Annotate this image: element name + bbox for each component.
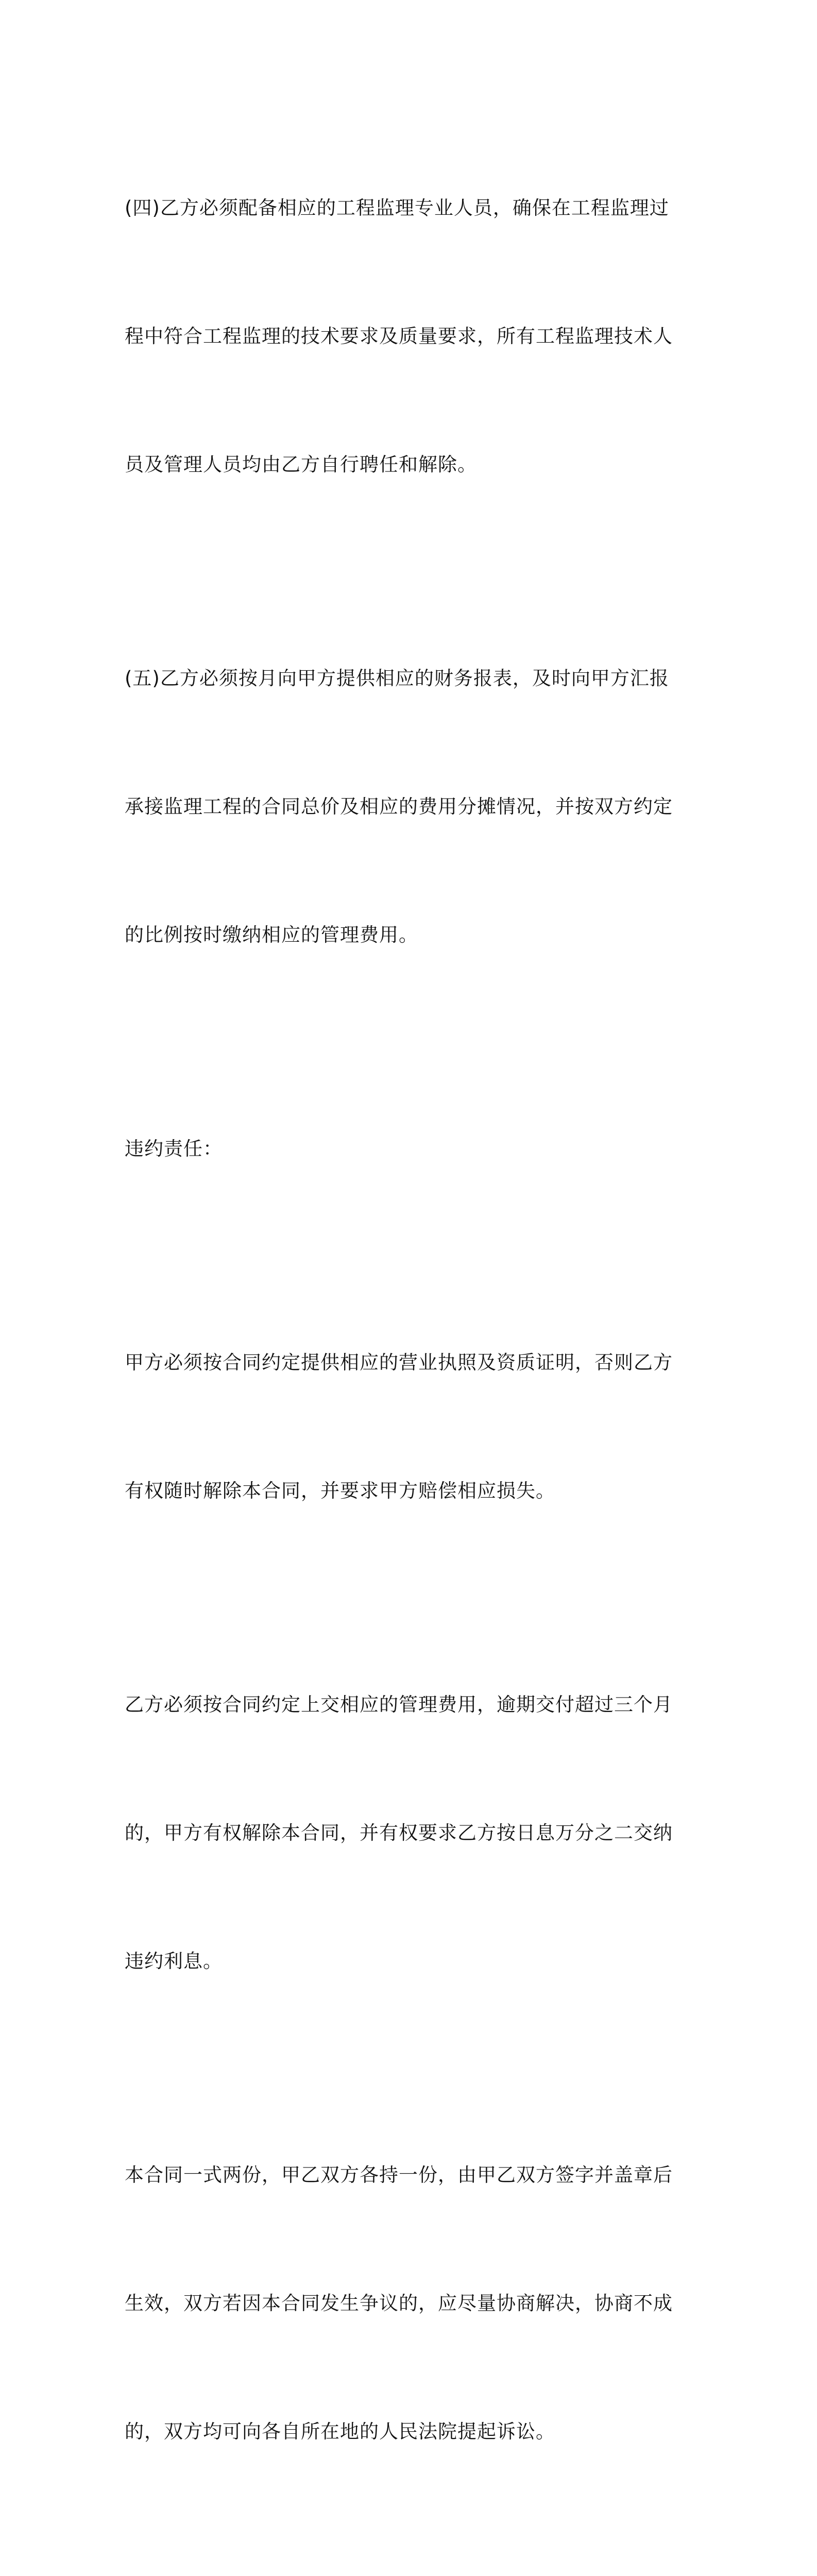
liability-party-a-line: 甲方必须按合同约定提供相应的营业执照及资质证明，否则乙方 [125,1351,673,1374]
clause-5-paragraph [125,571,696,1042]
signature-block [125,2538,696,2576]
copies-clause-line: 的，双方均可向各自所在地的人民法院提起诉讼。 [125,2420,555,2443]
liability-party-a-line: 有权随时解除本合同，并要求甲方赔偿相应损失。 [125,1480,555,1502]
liability-party-b-line: 的，甲方有权解除本合同，并有权要求乙方按日息万分之二交纳 [125,1822,673,1844]
liability-party-b-line: 乙方必须按合同约定上交相应的管理费用，逾期交付超过三个月 [125,1693,673,1716]
clause-4-paragraph [125,101,696,571]
clause-4-line: 程中符合工程监理的技术要求及质量要求，所有工程监理技术人 [125,325,673,347]
liability-party-a-paragraph [125,1256,696,1598]
clause-5-line: 的比例按时缴纳相应的管理费用。 [125,924,418,946]
clause-4-line: 员及管理人员均由乙方自行聘任和解除。 [125,453,477,476]
clause-4-line: (四)乙方必须配备相应的工程监理专业人员，确保在工程监理过 [125,197,669,219]
liability-heading-text: 违约责任： [125,1138,223,1160]
copies-clause-line: 本合同一式两份，甲乙双方各持一份，由甲乙双方签字并盖章后 [125,2164,673,2186]
copies-clause-line: 生效，双方若因本合同发生争议的，应尽量协商解决，协商不成 [125,2292,673,2314]
clause-5-line: 承接监理工程的合同总价及相应的费用分摊情况，并按双方约定 [125,795,673,818]
liability-party-b-paragraph [125,1598,696,2068]
clause-5-line: (五)乙方必须按月向甲方提供相应的财务报表，及时向甲方汇报 [125,667,669,689]
copies-clause-paragraph [125,2068,696,2538]
liability-party-b-line: 违约利息。 [125,1950,223,1972]
liability-heading [125,1042,696,1256]
contract-page [125,101,696,2576]
